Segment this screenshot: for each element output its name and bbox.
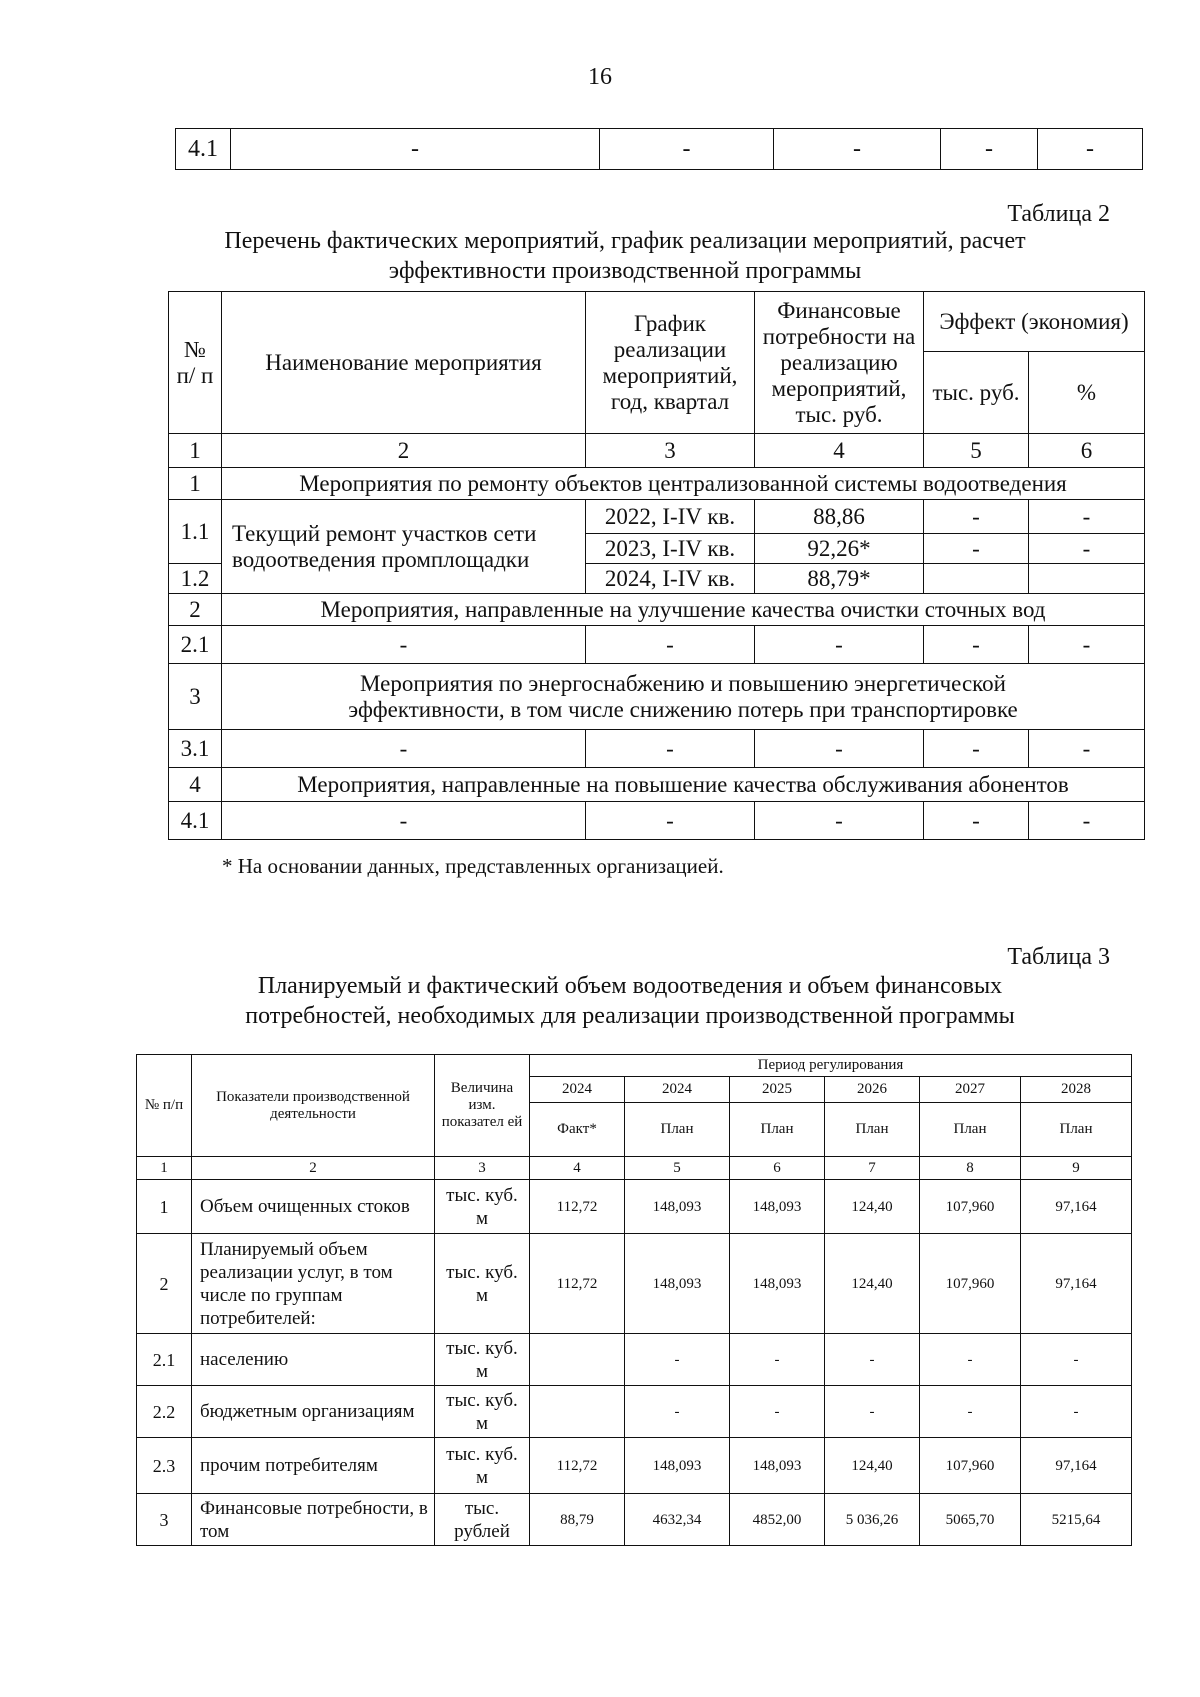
table3-title-line2: потребностей, необходимых для реализации производственной программы (245, 1003, 1015, 1029)
value-cell: 5215,64 (1021, 1494, 1132, 1546)
table3-title-line1: Планируемый и фактический объем водоотведения и объем финансовых (257, 973, 1003, 999)
unit-cell: тыс. куб. м (435, 1180, 530, 1234)
header-year: 2024 (625, 1077, 730, 1103)
table-row (137, 1494, 1132, 1546)
value-cell: 148,093 (730, 1438, 825, 1494)
value-cell (530, 1386, 625, 1438)
column-number: 1 (169, 434, 222, 468)
period-cell: 2022, I-IV кв. (586, 500, 755, 534)
column-number: 4 (755, 434, 924, 468)
value-cell: 107,960 (920, 1234, 1021, 1334)
table-row (137, 1438, 1132, 1494)
header-unit: Величина изм. показател ей (435, 1055, 530, 1157)
value-cell: 5065,70 (920, 1494, 1021, 1546)
indicator-name: бюджетным организациям (192, 1386, 435, 1438)
value-cell: 88,79 (530, 1494, 625, 1546)
section-row (169, 768, 1145, 802)
effect-pct-cell (1029, 564, 1145, 594)
table-row (169, 500, 1145, 534)
column-number: 7 (825, 1157, 920, 1180)
period-cell: 2023, I-IV кв. (586, 534, 755, 564)
value-cell: 4632,34 (625, 1494, 730, 1546)
header-indicator: Показатели производственной деятельности (192, 1055, 435, 1157)
row-number: 1.2 (169, 564, 222, 594)
table-cell: - (600, 129, 774, 170)
header-schedule: График реализации мероприятий, год, квартал (586, 292, 755, 434)
indicator-name: Планируемый объем реализации услуг, в том числе по группам потребителей: (192, 1234, 435, 1334)
column-number: 9 (1021, 1157, 1132, 1180)
section-number: 3 (169, 664, 222, 730)
table-cell: - (1029, 802, 1145, 840)
effect-abs-cell (924, 564, 1029, 594)
table-row (169, 802, 1145, 840)
header-kind: Факт* (530, 1103, 625, 1157)
value-cell: - (1021, 1386, 1132, 1438)
header-year: 2024 (530, 1077, 625, 1103)
section-number: 4 (169, 768, 222, 802)
value-cell: 97,164 (1021, 1234, 1132, 1334)
indicator-name: Финансовые потребности, в том (192, 1494, 435, 1546)
value-cell: 107,960 (920, 1438, 1021, 1494)
table-cell: - (755, 626, 924, 664)
header-effect: Эффект (экономия) (924, 292, 1145, 352)
table-cell: - (231, 129, 600, 170)
value-cell: 124,40 (825, 1180, 920, 1234)
indicator-name: населению (192, 1334, 435, 1386)
value-cell: 112,72 (530, 1180, 625, 1234)
section-row (169, 468, 1145, 500)
section-title: Мероприятия по ремонту объектов централизованной системы водоотведения (222, 468, 1145, 500)
value-cell: - (920, 1334, 1021, 1386)
table-cell: - (586, 802, 755, 840)
effect-abs-cell: - (924, 534, 1029, 564)
table-row (137, 1334, 1132, 1386)
table-row (176, 129, 1143, 170)
column-number: 1 (137, 1157, 192, 1180)
table-cell: - (755, 802, 924, 840)
table-row (137, 1386, 1132, 1438)
table-cell: - (222, 802, 586, 840)
value-cell: - (1021, 1334, 1132, 1386)
value-cell: 148,093 (730, 1234, 825, 1334)
row-number: 2.1 (137, 1334, 192, 1386)
value-cell: 97,164 (1021, 1180, 1132, 1234)
value-cell: - (825, 1386, 920, 1438)
table-cell: - (1038, 129, 1143, 170)
value-cell: - (625, 1386, 730, 1438)
value-cell: - (825, 1334, 920, 1386)
row-number: 2.3 (137, 1438, 192, 1494)
row-number: 2.1 (169, 626, 222, 664)
section-title-line: Мероприятия по энергоснабжению и повышению энергетической (360, 670, 1006, 696)
table-row (137, 1180, 1132, 1234)
header-name: Наименование мероприятия (222, 292, 586, 434)
header-kind: План (920, 1103, 1021, 1157)
header-no: № п/ п (169, 292, 222, 434)
row-number: 3 (137, 1494, 192, 1546)
table-cell: - (924, 802, 1029, 840)
column-number: 2 (222, 434, 586, 468)
period-cell: 2024, I-IV кв. (586, 564, 755, 594)
header-year: 2027 (920, 1077, 1021, 1103)
column-number: 4 (530, 1157, 625, 1180)
table-row (137, 1234, 1132, 1334)
value-cell: 124,40 (825, 1438, 920, 1494)
header-kind: План (1021, 1103, 1132, 1157)
effect-pct-cell: - (1029, 534, 1145, 564)
table-cell: - (941, 129, 1038, 170)
value-cell: 97,164 (1021, 1438, 1132, 1494)
effect-abs-cell: - (924, 500, 1029, 534)
section-row (169, 594, 1145, 626)
header-effect-abs: тыс. руб. (924, 352, 1029, 434)
row-number: 1.1 (169, 500, 222, 564)
section-row (169, 664, 1145, 730)
column-number: 3 (435, 1157, 530, 1180)
finance-cell: 92,26* (755, 534, 924, 564)
value-cell: - (920, 1386, 1021, 1438)
indicator-name: Объем очищенных стоков (192, 1180, 435, 1234)
table-header-row (137, 1055, 1132, 1077)
value-cell: 148,093 (625, 1438, 730, 1494)
row-number: 4.1 (176, 129, 231, 170)
table-cell: - (1029, 730, 1145, 768)
table-cell: - (924, 730, 1029, 768)
unit-cell: тыс. куб. м (435, 1438, 530, 1494)
value-cell: 148,093 (625, 1180, 730, 1234)
table-cell: - (222, 730, 586, 768)
table-cell: - (222, 626, 586, 664)
table-cell: - (586, 626, 755, 664)
finance-cell: 88,86 (755, 500, 924, 534)
continuation-row-table (175, 128, 1143, 170)
value-cell: - (730, 1386, 825, 1438)
finance-cell: 88,79* (755, 564, 924, 594)
header-year: 2026 (825, 1077, 920, 1103)
table-cell: - (774, 129, 941, 170)
column-number: 6 (730, 1157, 825, 1180)
section-number: 2 (169, 594, 222, 626)
header-kind: План (625, 1103, 730, 1157)
table2-title-line2: эффективности производственной программы (388, 258, 862, 284)
table-row (169, 730, 1145, 768)
table2 (168, 291, 1145, 840)
unit-cell: тыс. рублей (435, 1494, 530, 1546)
unit-cell: тыс. куб. м (435, 1386, 530, 1438)
table-row (169, 626, 1145, 664)
value-cell: 4852,00 (730, 1494, 825, 1546)
value-cell: 112,72 (530, 1438, 625, 1494)
row-number: 2.2 (137, 1386, 192, 1438)
measure-name: Текущий ремонт участков сети водоотведения промплощадки (222, 500, 586, 594)
section-title: Мероприятия, направленные на улучшение качества очистки сточных вод (222, 594, 1145, 626)
header-year: 2028 (1021, 1077, 1132, 1103)
value-cell: 5 036,26 (825, 1494, 920, 1546)
header-finance: Финансовые потребности на реализацию мероприятий, тыс. руб. (755, 292, 924, 434)
column-numbers-row (169, 434, 1145, 468)
table-cell: - (924, 626, 1029, 664)
table2-caption: Таблица 2 (1007, 201, 1110, 227)
footnote: * На основании данных, представленных организацией. (222, 854, 724, 878)
header-period: Период регулирования (530, 1055, 1132, 1077)
value-cell: - (730, 1334, 825, 1386)
row-number: 1 (137, 1180, 192, 1234)
value-cell: 148,093 (730, 1180, 825, 1234)
column-number: 2 (192, 1157, 435, 1180)
header-no: № п/п (137, 1055, 192, 1157)
header-effect-pct: % (1029, 352, 1145, 434)
indicator-name: прочим потребителям (192, 1438, 435, 1494)
table-cell: - (1029, 626, 1145, 664)
row-number: 3.1 (169, 730, 222, 768)
column-number: 5 (625, 1157, 730, 1180)
column-number: 8 (920, 1157, 1021, 1180)
unit-cell: тыс. куб. м (435, 1334, 530, 1386)
header-kind: План (825, 1103, 920, 1157)
value-cell: 112,72 (530, 1234, 625, 1334)
table2-title-line1: Перечень фактических мероприятий, график реализации мероприятий, расчет (224, 228, 1026, 254)
section-title-line: эффективности, в том числе снижению потерь при транспортировке (348, 696, 1018, 722)
row-number: 4.1 (169, 802, 222, 840)
table3 (136, 1054, 1132, 1546)
table3-caption: Таблица 3 (1007, 944, 1110, 970)
table-header-row (169, 292, 1145, 352)
effect-pct-cell: - (1029, 500, 1145, 534)
value-cell: 124,40 (825, 1234, 920, 1334)
section-title: Мероприятия, направленные на повышение качества обслуживания абонентов (222, 768, 1145, 802)
value-cell (530, 1334, 625, 1386)
column-numbers-row (137, 1157, 1132, 1180)
column-number: 5 (924, 434, 1029, 468)
section-number: 1 (169, 468, 222, 500)
row-number: 2 (137, 1234, 192, 1334)
table-cell: - (586, 730, 755, 768)
value-cell: 148,093 (625, 1234, 730, 1334)
column-number: 6 (1029, 434, 1145, 468)
header-year: 2025 (730, 1077, 825, 1103)
value-cell: - (625, 1334, 730, 1386)
section-title (222, 664, 1145, 730)
value-cell: 107,960 (920, 1180, 1021, 1234)
header-kind: План (730, 1103, 825, 1157)
table-cell: - (755, 730, 924, 768)
unit-cell: тыс. куб. м (435, 1234, 530, 1334)
column-number: 3 (586, 434, 755, 468)
page-number: 16 (588, 64, 612, 90)
